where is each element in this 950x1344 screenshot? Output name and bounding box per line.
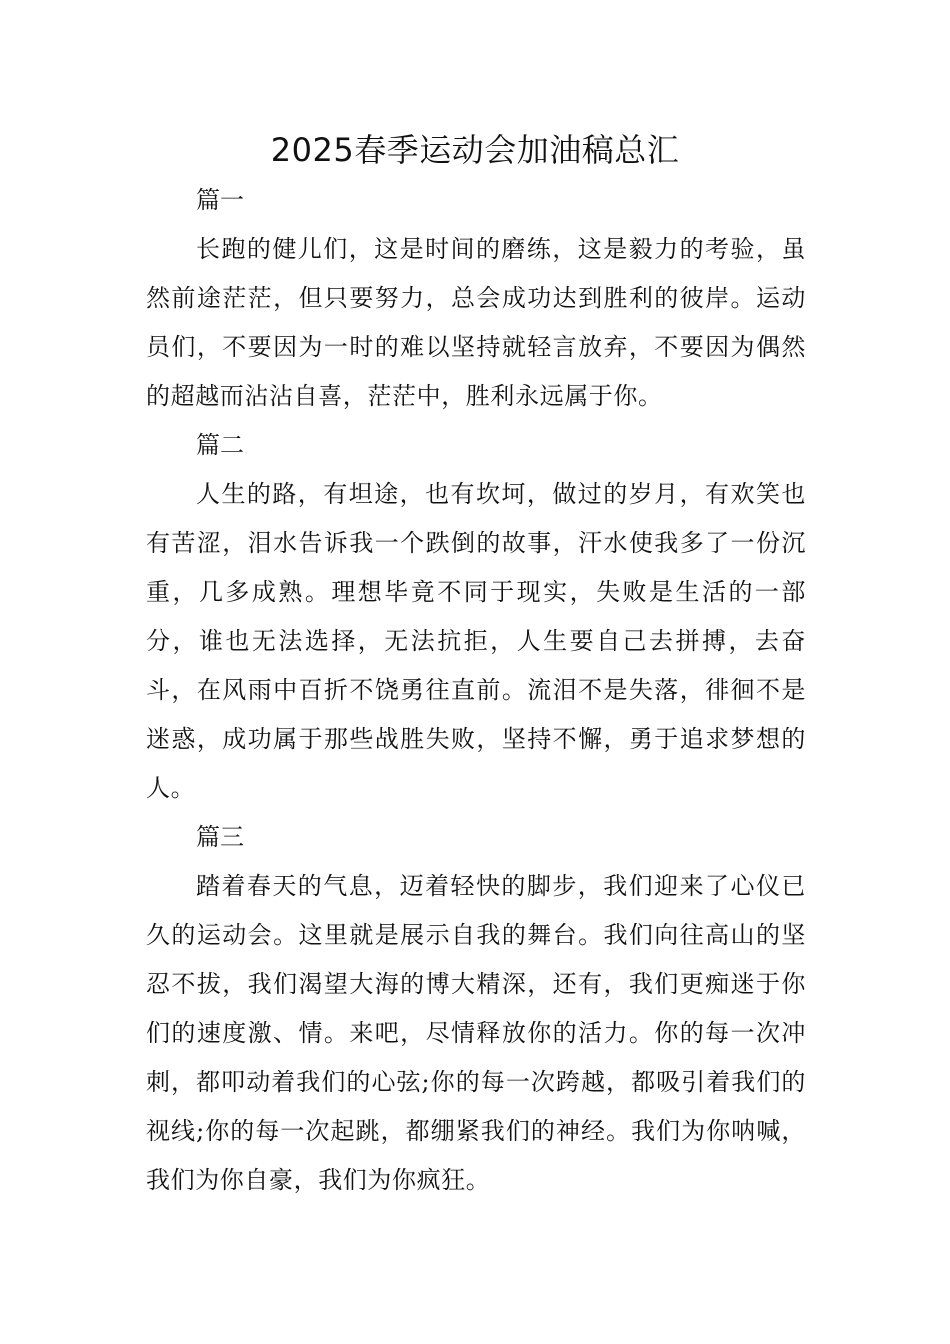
document-body [146,176,806,1205]
section-1 [146,176,806,421]
section-paragraph: 踏着春天的气息，迈着轻快的脚步，我们迎来了心仪已久的运动会。这里就是展示自我的舞台。我们向往高山的坚忍不拔，我们渴望大海的博大精深，还有，我们更痴迷于你们的速度激、情。来吧，尽情释放你的活力。你的每一次冲刺，都叩动着我们的心弦;你的每一次跨越，都吸引着我们的视线;你的每一次起跳，都绷紧我们的神经。我们为你呐喊，我们为你自豪，我们为你疯狂。 [146,872,806,1194]
section-paragraph: 人生的路，有坦途，也有坎坷，做过的岁月，有欢笑也有苦涩，泪水告诉我一个跌倒的故事，汗水使我多了一份沉重，几多成熟。理想毕竟不同于现实，失败是生活的一部分，谁也无法选择，无法抗拒，人生要自己去拼搏，去奋斗，在风雨中百折不饶勇往直前。流泪不是失落，徘徊不是迷惑，成功属于那些战胜失败，坚持不懈，勇于追求梦想的人。 [146,480,806,802]
section-2 [146,421,806,813]
section-3 [146,813,806,1205]
section-paragraph: 长跑的健儿们，这是时间的磨练，这是毅力的考验，虽然前途茫茫，但只要努力，总会成功达到胜利的彼岸。运动员们，不要因为一时的难以坚持就轻言放弃，不要因为偶然的超越而沾沾自喜，茫茫中，胜利永远属于你。 [146,235,806,410]
section-heading: 篇二 [196,431,244,459]
section-heading: 篇一 [196,186,244,214]
section-heading: 篇三 [196,823,244,851]
document-title: 2025春季运动会加油稿总汇 [270,131,680,169]
